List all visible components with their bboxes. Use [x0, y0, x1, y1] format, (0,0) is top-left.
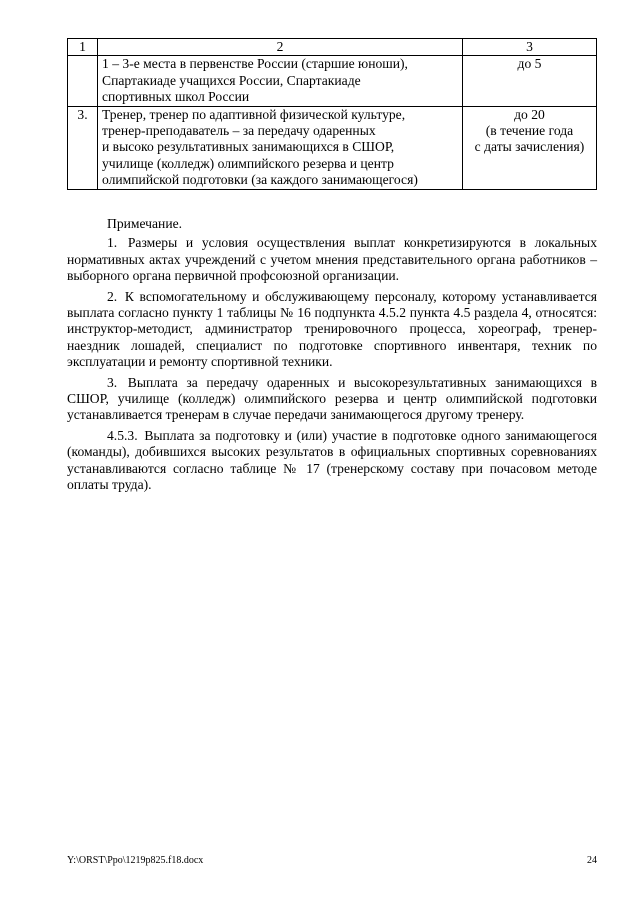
value-line: с даты зачисления)	[474, 139, 585, 155]
table-row	[68, 56, 597, 106]
note-paragraph	[67, 428, 597, 494]
note-text: К вспомогательному и обслуживающему персоналу, которому устанавливается выплата согласно пункту 1 таблицы № 16 подпункта 4.5.2 пункта 4.5 раздела 4, относятся: инструктор-методист, администратор тренировочного процесса, хореограф, тренер-наездник лошадей, специалист по подготовке спортивного инвентаря, техник по эксплуатации и ремонту спортивной техники.	[67, 288, 597, 370]
notes-title: Примечание.	[107, 216, 183, 231]
note-paragraph	[67, 289, 597, 371]
description-line: училище (колледж) олимпийского резерва и центр	[102, 155, 394, 171]
row-description-cell	[98, 106, 463, 189]
value-line: до 5	[517, 56, 542, 72]
note-text: Выплата за передачу одаренных и высокорезультативных занимающихся в СШОР, училище (колледж) олимпийского резерва и центр олимпийской подготовки устанавливается тренерам в случае передачи занимающегося другому тренеру.	[67, 374, 597, 423]
note-number: 1.	[107, 235, 118, 251]
row-number-cell	[68, 56, 98, 106]
note-number: 4.5.3.	[107, 427, 138, 443]
description-line: Тренер, тренер по адаптивной физической культуре,	[102, 106, 406, 122]
row-value-cell	[463, 106, 597, 189]
header-cell-2: 2	[98, 39, 463, 56]
note-text: Выплата за подготовку и (или) участие в подготовке одного занимающегося (команды), добившихся высоких результатов в официальных спортивных соревнованиях устанавливаются согласно таблице № 17 (тренерскому составу при почасовом методе оплаты труда).	[67, 427, 597, 493]
note-number: 3.	[107, 374, 118, 390]
file-path: Y:\ORST\Ppo\1219p825.f18.docx	[67, 855, 204, 866]
description-line: спортивных школ России	[102, 89, 250, 105]
table-header-row	[68, 39, 597, 56]
description-line: и высоко результативных занимающихся в СШОР,	[102, 139, 395, 155]
row-number-cell: 3.	[68, 106, 98, 189]
row-description-cell	[98, 56, 463, 106]
note-text: Размеры и условия осуществления выплат конкретизируются в локальных нормативных актах учреждений с учетом мнения представительного органа работников – выборного органа первичной профсоюзной организации.	[67, 235, 597, 284]
payments-table	[67, 38, 597, 190]
note-paragraph	[67, 235, 597, 284]
description-line: Спартакиаде учащихся России, Спартакиаде	[102, 72, 361, 88]
description-line: 1 – 3-е места в первенстве России (старшие юноши),	[102, 56, 408, 72]
notes-section	[67, 216, 597, 494]
value-line: (в течение года	[485, 123, 574, 139]
header-cell-3: 3	[463, 39, 597, 56]
value-line: до 20	[514, 106, 545, 122]
description-line: тренер-преподаватель – за передачу одаренных	[102, 123, 376, 139]
row-value-cell	[463, 56, 597, 106]
note-number: 2.	[107, 288, 118, 304]
header-cell-1: 1	[68, 39, 98, 56]
description-line: олимпийской подготовки (за каждого занимающегося)	[102, 172, 418, 188]
table-row	[68, 106, 597, 189]
note-paragraph	[67, 375, 597, 424]
page-number: 24	[587, 855, 597, 866]
